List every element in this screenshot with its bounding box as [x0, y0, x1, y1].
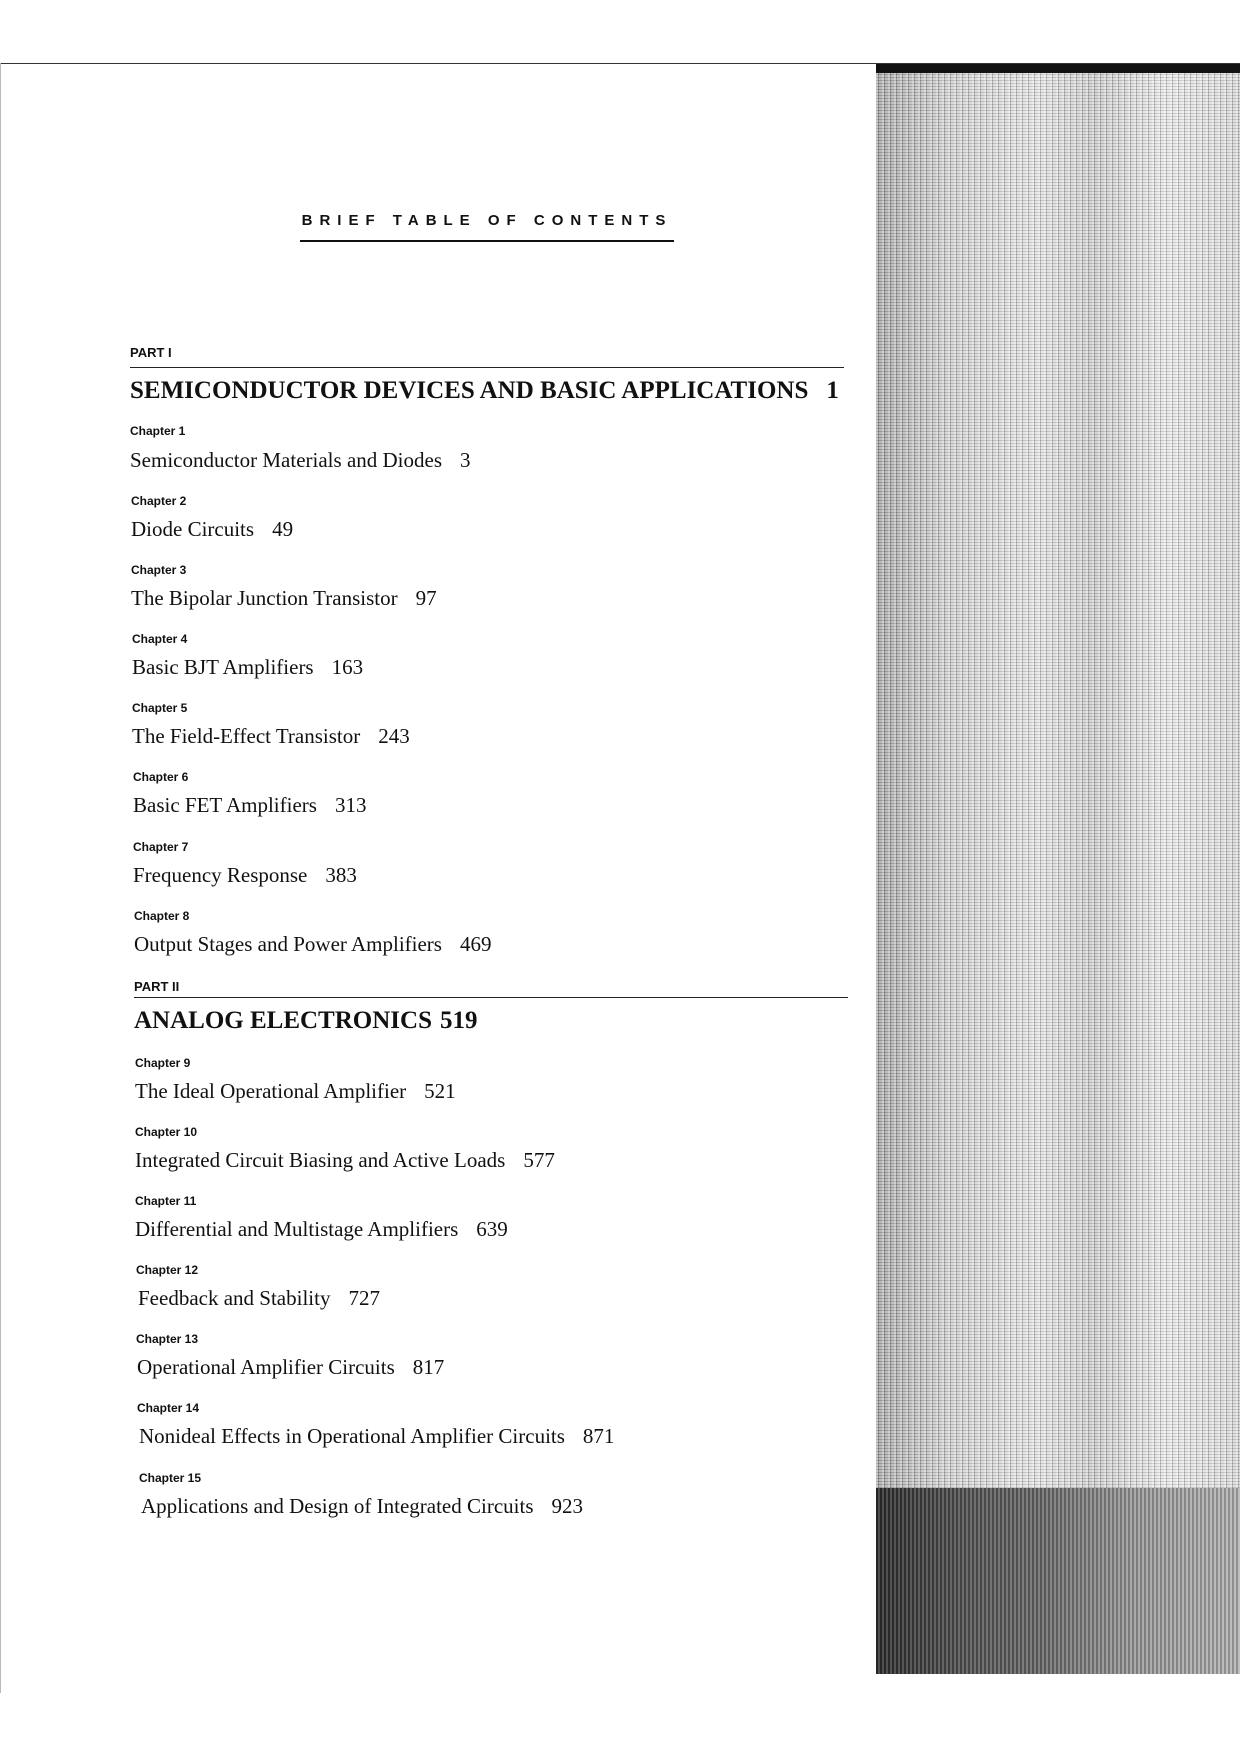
chapter-entry: [131, 586, 437, 611]
chapter-label: Chapter 5: [132, 701, 188, 715]
scanned-side-strip: [876, 64, 1240, 1674]
part-title-text: SEMICONDUCTOR DEVICES AND BASIC APPLICATIONS: [130, 377, 809, 404]
chapter-page-number: 521: [424, 1079, 456, 1103]
page-title: BRIEF TABLE OF CONTENTS: [301, 212, 673, 229]
chapter-title: Semiconductor Materials and Diodes: [130, 448, 443, 472]
chapter-label: Chapter 6: [133, 770, 189, 784]
part-page-number: 1: [826, 377, 839, 404]
chapter-label: Chapter 8: [134, 909, 190, 923]
chapter-entry: [134, 932, 491, 957]
chapter-label: Chapter 9: [135, 1056, 191, 1070]
chapter-title: Output Stages and Power Amplifiers: [134, 932, 442, 956]
chapter-entry: [133, 863, 357, 888]
chapter-entry: [132, 724, 410, 749]
chapter-title: Basic BJT Amplifiers: [132, 655, 314, 679]
chapter-label: Chapter 15: [139, 1471, 202, 1485]
chapter-title: Nonideal Effects in Operational Amplifier Circuits: [139, 1424, 565, 1448]
chapter-entry: [135, 1148, 555, 1173]
chapter-page-number: 639: [476, 1217, 508, 1241]
chapter-title: Differential and Multistage Amplifiers: [135, 1217, 459, 1241]
chapter-label: Chapter 7: [133, 840, 189, 854]
chapter-title: Operational Amplifier Circuits: [137, 1355, 395, 1379]
chapter-page-number: 871: [582, 1424, 615, 1448]
part-title: [134, 1007, 477, 1035]
chapter-page-number: 817: [412, 1355, 445, 1379]
chapter-page-number: 313: [334, 793, 367, 817]
chapter-label: Chapter 13: [136, 1332, 199, 1346]
chapter-entry: [135, 1079, 456, 1104]
chapter-title: The Ideal Operational Amplifier: [135, 1079, 407, 1103]
part-label: PART I: [130, 345, 172, 360]
chapter-page-number: 727: [348, 1286, 380, 1310]
part-title: [130, 377, 839, 405]
page-left-edge: [0, 63, 1, 1693]
chapter-entry: [135, 1217, 508, 1242]
chapter-title: Applications and Design of Integrated Circuits: [141, 1494, 534, 1518]
scanned-strip-top-band: [876, 64, 1240, 73]
chapter-title: Diode Circuits: [131, 517, 255, 541]
chapter-title: The Bipolar Junction Transistor: [131, 586, 398, 610]
chapter-title: Integrated Circuit Biasing and Active Loads: [135, 1148, 506, 1172]
chapter-page-number: 469: [459, 932, 492, 956]
scanned-strip-dark-block: [876, 1488, 1240, 1674]
chapter-page-number: 923: [551, 1494, 583, 1518]
chapter-entry: [131, 517, 293, 542]
chapter-entry: [132, 655, 363, 680]
chapter-page-number: 49: [272, 517, 294, 541]
chapter-entry: [137, 1355, 444, 1380]
chapter-label: Chapter 12: [136, 1263, 199, 1277]
part-title-text: ANALOG ELECTRONICS: [134, 1007, 432, 1034]
chapter-label: Chapter 14: [137, 1401, 200, 1415]
chapter-entry: [138, 1286, 380, 1311]
chapter-page-number: 383: [325, 863, 357, 887]
part-page-number: 519: [439, 1007, 478, 1034]
chapter-label: Chapter 11: [135, 1194, 197, 1208]
part-divider: [130, 367, 844, 368]
chapter-label: Chapter 10: [135, 1125, 198, 1139]
chapter-page-number: 97: [415, 586, 437, 610]
chapter-entry: [130, 448, 471, 473]
chapter-title: The Field-Effect Transistor: [132, 724, 361, 748]
part-label: PART II: [134, 979, 180, 994]
chapter-label: Chapter 3: [131, 563, 187, 577]
chapter-title: Feedback and Stability: [138, 1286, 331, 1310]
chapter-title: Basic FET Amplifiers: [133, 793, 317, 817]
chapter-label: Chapter 2: [131, 494, 187, 508]
title-underline: [300, 240, 674, 242]
chapter-page-number: 577: [523, 1148, 555, 1172]
chapter-label: Chapter 1: [130, 424, 186, 438]
chapter-entry: [139, 1424, 614, 1449]
part-divider: [134, 997, 848, 998]
chapter-page-number: 3: [460, 448, 471, 472]
chapter-entry: [133, 793, 366, 818]
chapter-label: Chapter 4: [132, 632, 188, 646]
chapter-title: Frequency Response: [133, 863, 308, 887]
chapter-entry: [141, 1494, 583, 1519]
chapter-page-number: 163: [331, 655, 364, 679]
chapter-page-number: 243: [378, 724, 410, 748]
